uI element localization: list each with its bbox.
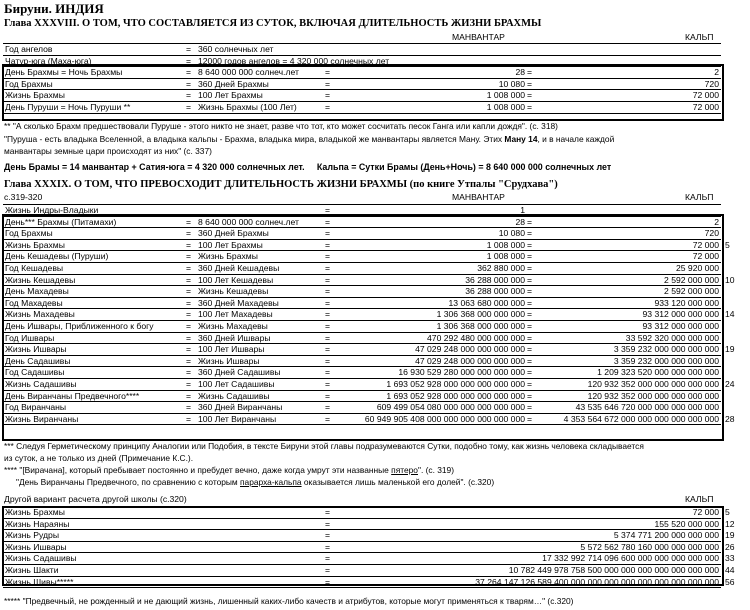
table-row [3, 286, 721, 298]
cell-l: Жизнь Нараяны [5, 518, 70, 529]
cell-e3: = [527, 390, 533, 401]
cell-d: 360 Дней Кешадевы [198, 262, 280, 273]
cell-e2: = [325, 507, 331, 517]
cell-d: 360 солнечных лет [198, 44, 274, 54]
cell-e: = [186, 390, 192, 401]
cell-l: Год Виранчаны [5, 402, 67, 413]
table-row [3, 530, 735, 542]
table-row [3, 344, 735, 356]
cell-d: 360 Дней Брахмы [198, 228, 269, 239]
cell-e2: = [325, 530, 331, 541]
cell-l: День Ишвары, Приближенного к богу [5, 320, 154, 331]
cell-e3: = [527, 101, 533, 112]
cell-l: Жизнь Садашивы [5, 378, 77, 389]
cell-e3: = [527, 262, 533, 273]
cell-m: 1 008 000 [486, 90, 525, 101]
cell-k: 3 359 232 000 000 000 000 [613, 344, 719, 355]
ch39-col-manvantar: МАНВАНТАР [452, 192, 505, 202]
cell-e: = [186, 78, 192, 89]
cell-e2: = [325, 101, 331, 112]
cell-d: 100 Лет Брахмы [198, 90, 263, 101]
cell-m: 36 288 000 000 [465, 286, 525, 297]
cell-s: 19 [725, 344, 735, 355]
cell-d: Жизнь Кешадевы [198, 286, 269, 297]
cell-e3: = [527, 402, 533, 413]
cell-l: Жизнь Брахмы [5, 507, 65, 517]
cell-e3: = [527, 332, 533, 343]
chapter-39-heading: Глава XXXIX. О ТОМ, ЧТО ПРЕВОСХОДИТ ДЛИТЕЛЬНОСТЬ ЖИЗНИ БРАХМЫ (по книге Утпалы "Срудхава") [4, 179, 558, 190]
cell-e2: = [325, 518, 331, 529]
cell-m: 470 292 480 000 000 000 [427, 332, 525, 343]
ch38-footnote-2-tail: , и в начале каждой [537, 134, 615, 144]
cell-d: Жизнь Ишвары [198, 355, 260, 366]
cell-m: 609 499 054 080 000 000 000 000 000 [376, 402, 525, 413]
cell-e3: = [527, 239, 533, 250]
table-row [3, 43, 721, 56]
cell-k: 933 120 000 000 [654, 297, 719, 308]
cell-l: Жизнь Индры-Владыки [5, 205, 99, 215]
table-row [3, 378, 735, 391]
cell-e: = [186, 216, 192, 227]
cell-e: = [186, 90, 192, 101]
cell-l: Жизнь Виранчаны [5, 413, 79, 424]
cell-m: 1 008 000 [486, 239, 525, 250]
table-row [3, 367, 721, 379]
cell-m: 28 [515, 67, 525, 78]
cell-k: 43 535 646 720 000 000 000 000 000 [575, 402, 719, 413]
cell-l: Год Брахмы [5, 78, 53, 89]
cell-e2: = [325, 286, 331, 297]
cell-s: 14 [725, 309, 735, 320]
table-row [3, 321, 721, 333]
cell-e2: = [325, 90, 331, 101]
alt-heading: Другой вариант расчета другой школы (с.320) [4, 494, 187, 504]
cell-e2: = [325, 297, 331, 308]
cell-l: Жизнь Кешадевы [5, 274, 76, 285]
cell-e2: = [325, 251, 331, 262]
cell-e: = [186, 332, 192, 343]
cell-m: 10 080 [498, 78, 525, 89]
cell-e: = [186, 55, 192, 66]
table-row [3, 251, 721, 263]
cell-e2: = [325, 205, 331, 215]
cell-e3: = [527, 413, 533, 424]
cell-d: 100 Лет Ишвары [198, 344, 265, 355]
cell-l: День Махадевы [5, 286, 69, 297]
table-row [3, 391, 721, 403]
cell-e2: = [325, 67, 331, 78]
table-row [3, 402, 721, 414]
cell-k: 1 209 323 520 000 000 000 000 [597, 367, 719, 378]
table-row [3, 102, 721, 114]
table-row [3, 239, 730, 252]
cell-l: Год Кешадевы [5, 262, 64, 273]
table-row [3, 204, 721, 217]
cell-d: 8 640 000 000 солнеч.лет [198, 67, 299, 78]
cell-m: 1 306 368 000 000 000 [436, 309, 525, 320]
cell-k: 2 [714, 67, 719, 78]
table-row [3, 518, 735, 531]
cell-m: 1 [520, 205, 525, 215]
cell-e3: = [527, 251, 533, 262]
cell-d: 360 Дней Ишвары [198, 332, 271, 343]
cell-k: 72 000 [692, 90, 719, 101]
cell-e2: = [325, 344, 331, 355]
cell-d: 360 Дней Виранчаны [198, 402, 283, 413]
cell-e3: = [527, 228, 533, 239]
cell-e: = [186, 44, 192, 54]
table-row [3, 333, 721, 345]
cell-s: 33 [725, 553, 735, 564]
ch38-summary: День Брамы = 14 манвантар + Сатия-юга = 4 320 000 солнечных лет. Кальпа = Сутки Брамы (День+Ночь) = 8 640 000 000 солнечных лет [4, 162, 612, 172]
cell-e2: = [325, 309, 331, 320]
cell-e: = [186, 297, 192, 308]
cell-k: 720 [704, 78, 719, 89]
cell-k: 93 312 000 000 000 [642, 320, 719, 331]
cell-m: 60 949 905 408 000 000 000 000 000 000 [364, 413, 525, 424]
cell-e3: = [527, 297, 533, 308]
cell-l: Чатур-юга (Маха-юга) [5, 55, 92, 66]
cell-k: 25 920 000 [675, 262, 719, 273]
cell-d: 8 640 000 000 солнеч.лет [198, 216, 299, 227]
cell-d: Жизнь Садашивы [198, 390, 270, 401]
cell-l: Жизнь Ишвары [5, 344, 67, 355]
cell-m: 36 288 000 000 [465, 274, 525, 285]
cell-e3: = [527, 378, 533, 389]
cell-l: Жизнь Махадевы [5, 309, 75, 320]
cell-k: 72 000 [692, 251, 719, 262]
cell-l: Жизнь Рудры [5, 530, 60, 541]
table-row [3, 56, 721, 68]
cell-l: День Садашивы [5, 355, 71, 366]
cell-k: 72 000 [692, 507, 719, 517]
ch39-footnote-4-tail: оказывается лишь маленькой его долей". (с.320) [301, 477, 495, 487]
cell-k: 72 000 [692, 101, 719, 112]
cell-e2: = [325, 390, 331, 401]
cell-l: Год Брахмы [5, 228, 53, 239]
ch39-footnote-1: *** Следуя Герметическому принципу Аналогии или Подобия, в тексте Бируни этой главы подразумеваются Сутки, подобно тому, как жизнь человека складывается [4, 441, 644, 451]
cell-l: День Кешадевы (Пуруши) [5, 251, 109, 262]
table-row [3, 506, 730, 519]
cell-e3: = [527, 320, 533, 331]
cell-k: 93 312 000 000 000 [642, 309, 719, 320]
cell-k: 72 000 [692, 239, 719, 250]
cell-d: 100 Лет Махадевы [198, 309, 273, 320]
cell-l: Жизнь Садашивы [5, 553, 77, 564]
ch38-footnote-2 [4, 135, 614, 143]
ch38-col-kalp: КАЛЬП [685, 32, 714, 42]
cell-e2: = [325, 367, 331, 378]
cell-l: Жизнь Ишвары [5, 541, 67, 552]
table-row [3, 90, 721, 102]
table-row [3, 564, 735, 577]
ch39-footnote-3-text: **** "[Вирачана], который пребывает постоянно и пребудет вечно, даже когда умрут эти названные [4, 465, 392, 475]
cell-e: = [186, 286, 192, 297]
cell-s: 5 [725, 507, 730, 517]
cell-m: 1 693 052 928 000 000 000 000 000 [386, 378, 525, 389]
cell-e2: = [325, 216, 331, 227]
cell-e3: = [527, 286, 533, 297]
cell-s: 24 [725, 378, 735, 389]
chapter-39-table [3, 204, 735, 425]
cell-e2: = [325, 320, 331, 331]
cell-e2: = [325, 564, 331, 575]
cell-k: 155 520 000 000 [654, 518, 719, 529]
ch39-footnote-4-text: "День Виранчаны Предвечного, по сравнению с которым [16, 477, 240, 487]
chapter-38-heading: Глава XXXVIII. О ТОМ, ЧТО СОСТАВЛЯЕТСЯ ИЗ СУТОК, ВКЛЮЧАЯ ДЛИТЕЛЬНОСТЬ ЖИЗНИ БРАХМЫ [4, 18, 542, 29]
cell-e: = [186, 251, 192, 262]
cell-s: 10 [725, 274, 735, 285]
cell-d: 100 Лет Кешадевы [198, 274, 274, 285]
cell-e: = [186, 378, 192, 389]
cell-e: = [186, 101, 192, 112]
cell-e2: = [325, 274, 331, 285]
cell-m: 1 693 052 928 000 000 000 000 000 [386, 390, 525, 401]
cell-e3: = [527, 274, 533, 285]
cell-l: Жизнь Брахмы [5, 239, 65, 250]
ch38-col-manvantar: МАНВАНТАР [452, 32, 505, 42]
cell-d: 360 Дней Садашивы [198, 367, 281, 378]
table-row [3, 413, 735, 426]
cell-e2: = [325, 78, 331, 89]
ch39-footnote-3-tail: ". (с. 319) [417, 465, 454, 475]
cell-d: 100 Лет Брахмы [198, 239, 263, 250]
cell-l: День Пуруши = Ночь Пуруши ** [5, 101, 131, 112]
cell-l: Год ангелов [5, 44, 53, 54]
table-row [3, 274, 735, 287]
chapter-38-table [3, 43, 721, 114]
table-row [3, 553, 735, 565]
cell-d: 100 Лет Виранчаны [198, 413, 277, 424]
cell-m: 1 008 000 [486, 251, 525, 262]
cell-d: 100 Лет Садашивы [198, 378, 275, 389]
table-row [3, 298, 721, 310]
cell-e3: = [527, 90, 533, 101]
cell-e3: = [527, 344, 533, 355]
cell-e: = [186, 367, 192, 378]
cell-e2: = [325, 541, 331, 552]
cell-k: 720 [704, 228, 719, 239]
cell-m: 16 930 529 280 000 000 000 000 [398, 367, 525, 378]
cell-k: 33 592 320 000 000 000 [625, 332, 719, 343]
cell-e2: = [325, 402, 331, 413]
ch39-footnote-4-underlined: парарха-кальпа [240, 477, 302, 487]
cell-m: 1 306 368 000 000 000 [436, 320, 525, 331]
cell-s: 28 [725, 413, 735, 424]
cell-e3: = [527, 367, 533, 378]
cell-e2: = [325, 239, 331, 250]
cell-e2: = [325, 553, 331, 564]
table-row [3, 67, 721, 79]
cell-s: 44 [725, 564, 735, 575]
cell-e3: = [527, 67, 533, 78]
table-row [3, 228, 721, 240]
table-row [3, 541, 735, 554]
cell-m: 10 080 [498, 228, 525, 239]
table-row [3, 263, 721, 275]
cell-e2: = [325, 355, 331, 366]
cell-e: = [186, 262, 192, 273]
cell-s: 19 [725, 530, 735, 541]
cell-e: = [186, 239, 192, 250]
ch38-footnote-3: манвантары земные цари происходят из них" (с. 337) [4, 146, 212, 156]
cell-k: 2 592 000 000 [664, 274, 719, 285]
cell-k: 5 374 771 200 000 000 000 [613, 530, 719, 541]
ch39-footnote-2: из суток, а не только из дней (Примечание К.С.). [4, 453, 194, 463]
cell-k: 10 782 449 978 758 500 000 000 000 000 000 000 000 [508, 564, 719, 575]
cell-e2: = [325, 378, 331, 389]
alt-col-kalp: КАЛЬП [685, 494, 714, 504]
cell-l: Год Махадевы [5, 297, 63, 308]
cell-m: 1 008 000 [486, 101, 525, 112]
cell-s: 5 [725, 239, 730, 250]
cell-e2: = [325, 332, 331, 343]
table-row [3, 217, 721, 229]
cell-l: Год Ишвары [5, 332, 55, 343]
cell-d: Жизнь Брахмы (100 Лет) [198, 101, 297, 112]
cell-k: 37 264 147 126 589 400 000 000 000 000 000 000 000 000 000 [475, 576, 719, 587]
ch38-footnote-2-bold: Ману 14 [504, 134, 538, 144]
ch38-footnote-1: ** "А сколько Брахм предшествовали Пуруше - этого никто не знает, разве что тот, кто может сосчитать песок Ганга или капли дождя". (с. 318) [4, 121, 558, 131]
cell-l: Жизнь Шивы***** [5, 576, 74, 587]
cell-m: 28 [515, 216, 525, 227]
cell-k: 5 572 562 780 160 000 000 000 000 [580, 541, 719, 552]
cell-e: = [186, 402, 192, 413]
cell-e2: = [325, 413, 331, 424]
cell-e2: = [325, 262, 331, 273]
cell-d: Жизнь Махадевы [198, 320, 268, 331]
table-row [3, 576, 735, 589]
cell-e: = [186, 67, 192, 78]
cell-d: 360 Дней Махадевы [198, 297, 279, 308]
cell-d: Жизнь Брахмы [198, 251, 258, 262]
ch39-footnote-3 [4, 466, 454, 474]
cell-m: 47 029 248 000 000 000 000 [415, 355, 525, 366]
cell-e: = [186, 228, 192, 239]
cell-e3: = [527, 216, 533, 227]
cell-k: 3 359 232 000 000 000 000 [613, 355, 719, 366]
cell-k: 2 592 000 000 [664, 286, 719, 297]
cell-l: День*** Брахмы (Питамахи) [5, 216, 117, 227]
cell-l: День Виранчаны Предвечного**** [5, 390, 140, 401]
cell-e: = [186, 413, 192, 424]
cell-e2: = [325, 576, 331, 587]
table-row [3, 356, 721, 368]
cell-l: Год Садашивы [5, 367, 65, 378]
cell-k: 120 932 352 000 000 000 000 000 [587, 378, 719, 389]
cell-e: = [186, 309, 192, 320]
cell-d: 360 Дней Брахмы [198, 78, 269, 89]
cell-e3: = [527, 309, 533, 320]
ch39-footnote-3-underlined: пятеро [391, 465, 418, 475]
cell-k: 120 932 352 000 000 000 000 000 [587, 390, 719, 401]
ch38-footnote-2-text: "Пуруша - есть владыка Вселенной, а владыка кальпы - Брахма, владыка мира, владыкой же манвантары является Ману. Этих [4, 134, 505, 144]
cell-d: 12000 годов ангелов = 4 320 000 солнечных лет [198, 55, 390, 66]
cell-e3: = [527, 78, 533, 89]
alt-table [3, 506, 735, 588]
ch39-footnote-4 [16, 478, 494, 486]
cell-m: 13 063 680 000 000 [448, 297, 525, 308]
cell-k: 17 332 992 714 096 600 000 000 000 000 000 [542, 553, 719, 564]
cell-e: = [186, 274, 192, 285]
page-title: Бируни. ИНДИЯ [4, 1, 104, 16]
cell-l: Жизнь Шакти [5, 564, 59, 575]
cell-m: 47 029 248 000 000 000 000 [415, 344, 525, 355]
ch39-pages: с.319-320 [4, 192, 43, 202]
cell-s: 26 [725, 541, 735, 552]
cell-k: 4 353 564 672 000 000 000 000 000 000 [563, 413, 719, 424]
ch39-col-kalp: КАЛЬП [685, 192, 714, 202]
cell-l: День Брахмы = Ночь Брахмы [5, 67, 123, 78]
table-row [3, 309, 735, 321]
cell-e2: = [325, 228, 331, 239]
cell-k: 2 [714, 216, 719, 227]
cell-e: = [186, 344, 192, 355]
cell-m: 362 880 000 [477, 262, 525, 273]
cell-l: Жизнь Брахмы [5, 90, 65, 101]
cell-s: 12 [725, 518, 735, 529]
cell-e: = [186, 355, 192, 366]
table-row [3, 79, 721, 91]
cell-s: 56 [725, 576, 735, 587]
alt-footnote: ***** "Предвечный, не рожденный и не дающий жизнь, лишенный каких-либо качеств и атрибутов, которые могут применяться к тварям…" (с.320) [4, 596, 574, 606]
cell-e: = [186, 320, 192, 331]
cell-e3: = [527, 355, 533, 366]
